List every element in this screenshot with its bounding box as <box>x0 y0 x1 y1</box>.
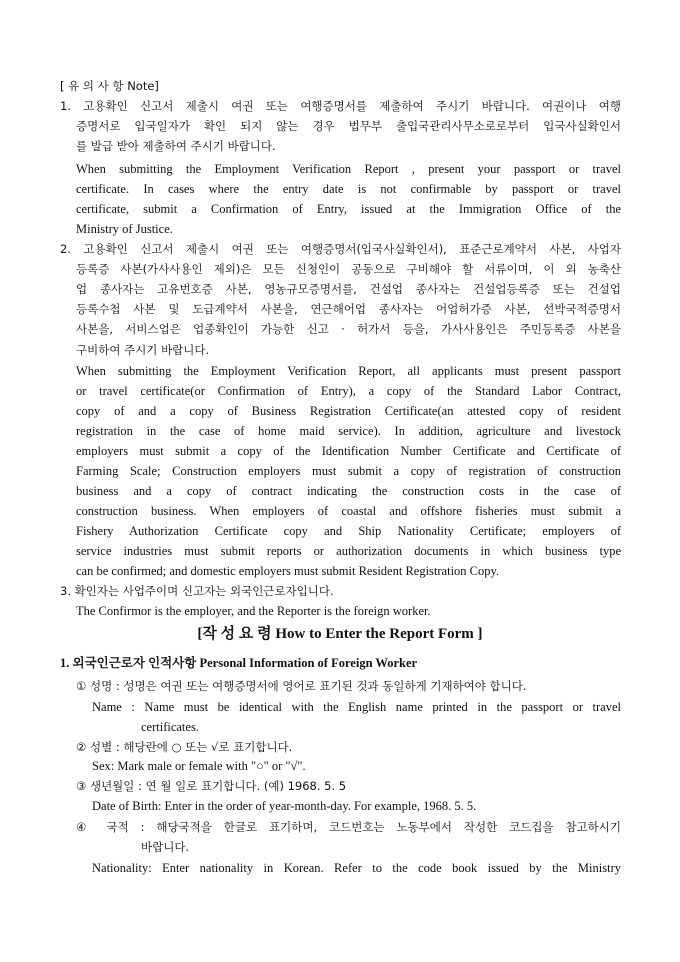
note-2-en-line: Fishery Authorization Certificate copy and Ship Nationality Certificate; employers of <box>76 524 621 538</box>
note-2-en-line: registration in the case of home maid service). In addition, agriculture and livestock <box>76 424 621 438</box>
note-1-ko-line: 를 발급 받아 제출하여 주시기 바랍니다. <box>76 139 276 153</box>
note-2-ko-line: 등록증 사본(가사사용인 제외)은 모든 신청인이 공동으로 구비해야 할 서류이며, 이 외 농축산 <box>76 262 621 276</box>
field-name-en: certificates. <box>141 720 199 734</box>
field-sex-en: Sex: Mark male or female with "○" or "√". <box>92 759 306 773</box>
note-1-en-line: certificate, submit a Confirmation of Entry, issued at the Immigration Office of the <box>76 202 621 216</box>
note-2-ko-line: 2. 고용확인 신고서 제출시 여권 또는 여행증명서(입국사실확인서), 표준근로계약서 사본, 사업자 <box>60 242 621 256</box>
guide-heading: [작 성 요 령 How to Enter the Report Form ] <box>197 626 483 642</box>
note-1-ko-line: 증명서로 입국일자가 확인 되지 않는 경우 법무부 출입국관리사무소로로부터 입국사실확인서 <box>76 119 621 133</box>
note-1-en-line: When submitting the Employment Verification Report , present your passport or travel <box>76 162 621 176</box>
field-nationality-ko: 바랍니다. <box>141 840 190 854</box>
field-sex-ko: ② 성별 : 해당란에 ○ 또는 √로 표기합니다. <box>76 740 293 754</box>
note-1-en-line: Ministry of Justice. <box>76 222 173 236</box>
field-name-en: Name : Name must be identical with the English name printed in the passport or travel <box>92 700 621 714</box>
field-dob-en: Date of Birth: Enter in the order of year-month-day. For example, 1968. 5. 5. <box>92 799 477 813</box>
note-2-ko-line: 등록수첩 사본 및 도급계약서 사본을, 연근해어업 종사자는 어업허가증 사본, 선박국적증명서 <box>76 302 621 316</box>
field-nationality-ko: ④ 국적 : 해당국적을 한글로 표기하며, 코드번호는 노동부에서 작성한 코드집을 참고하시기 <box>76 820 621 834</box>
field-nationality-en: Nationality: Enter nationality in Korean. Refer to the code book issued by the Ministry <box>92 861 621 875</box>
note-2-en-line: Farming Scale; Construction employers must submit a copy of registration of construction <box>76 464 621 478</box>
note-2-en-line: service industries must submit reports or authorization documents in which business type <box>76 544 621 558</box>
note-2-en-line: or travel certificate(or Confirmation of Entry), a copy of the Standard Labor Contract, <box>76 384 621 398</box>
note-2-ko-line: 사본을, 서비스업은 업종확인이 가능한 신고 · 허가서 등을, 가사사용인은 주민등록증 사본을 <box>76 322 621 336</box>
note-2-en-line: construction business. When employers of coastal and offshore fisheries must submit a <box>76 504 621 518</box>
field-dob-ko: ③ 생년월일 : 연 월 일로 표기합니다. (예) 1968. 5. 5 <box>76 779 347 793</box>
note-1-en-line: certificate. In cases where the entry date is not confirmable by passport or travel <box>76 182 621 196</box>
note-2-en-line: When submitting the Employment Verification Report, all applicants must present passport <box>76 364 621 378</box>
note-2-en-line: business and a copy of contract indicating the construction costs in the case of <box>76 484 621 498</box>
note-3-en-line: The Confirmor is the employer, and the Reporter is the foreign worker. <box>76 604 431 618</box>
notes-title: [ 유 의 사 항 Note] <box>60 79 159 93</box>
note-3-ko-line: 3. 확인자는 사업주이며 신고자는 외국인근로자입니다. <box>60 584 334 598</box>
note-2-en-line: employers must submit a copy of the Identification Number Certificate and Certificate of <box>76 444 621 458</box>
note-2-ko-line: 구비하여 주시기 바랍니다. <box>76 343 210 357</box>
note-1-ko-line: 1. 고용확인 신고서 제출시 여권 또는 여행증명서를 제출하여 주시기 바랍니다. 여권이나 여행 <box>60 99 621 113</box>
note-2-en-line: copy of and a copy of Business Registration Certificate(an attested copy of resident <box>76 404 621 418</box>
field-name-ko: ① 성명 : 성명은 여권 또는 여행증명서에 영어로 표기된 것과 동일하게 기재하여야 합니다. <box>76 679 527 693</box>
note-2-en-line: can be confirmed; and domestic employers must submit Resident Registration Copy. <box>76 564 500 578</box>
note-2-ko-line: 업 종사자는 고유번호증 사본, 영농규모증명서를, 건설업 종사자는 건설업등록증 또는 건설업 <box>76 282 621 296</box>
section-1-title: 1. 외국인근로자 인적사항 Personal Information of Foreign Worker <box>60 656 418 670</box>
